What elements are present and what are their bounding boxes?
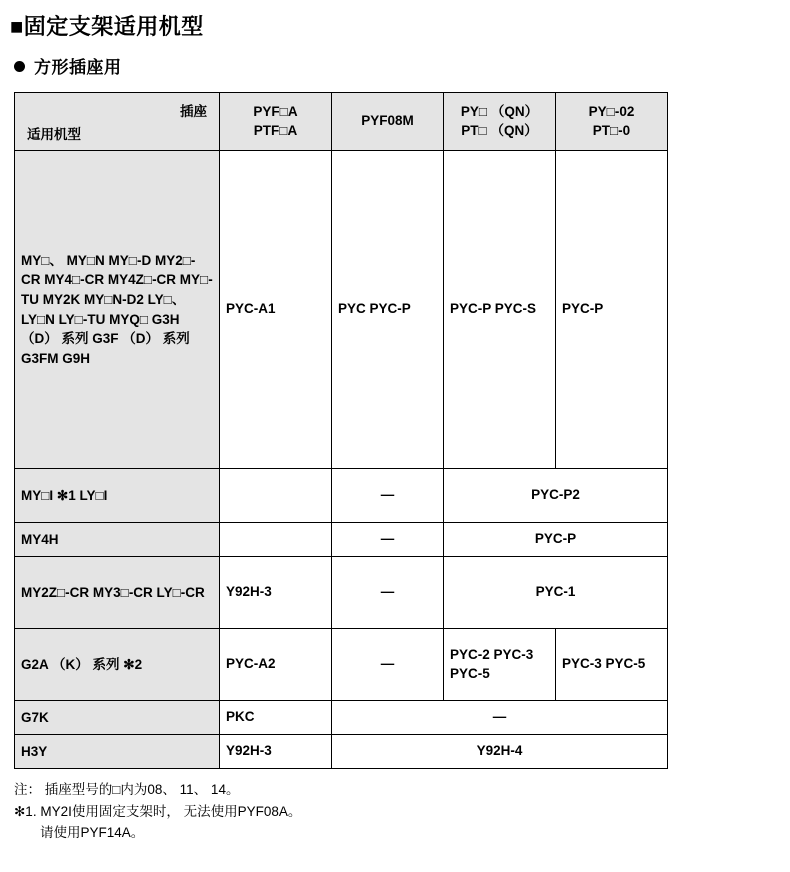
footnote-2-continued: 请使用PYF14A。 [40, 825, 145, 841]
cell-my4h-pyf-a [220, 523, 332, 557]
cell-g2a-pyf-a: PYC-A2 [220, 629, 332, 701]
cell-my-series-py-qn: PYC-P PYC-S [444, 151, 556, 469]
bullet-icon [14, 61, 25, 72]
header-corner-top-label: 插座 [180, 104, 207, 119]
cell-my-series-pyf08m: PYC PYC-P [332, 151, 444, 469]
cell-myi-py-combined: PYC-P2 [444, 469, 668, 523]
row-header-g2a: G2A （K） 系列 ✻2 [15, 629, 220, 701]
table-row [15, 629, 668, 701]
column-header-py-qn-line1: PY□ （QN） [460, 104, 539, 120]
table-row [15, 735, 668, 769]
table-row [15, 701, 668, 735]
header-corner-cell [15, 93, 220, 151]
cell-my-series-pyf-a: PYC-A1 [220, 151, 332, 469]
section-title-label: 方形插座用 [34, 58, 122, 77]
row-header-myi: MY□I ✻1 LY□I [15, 469, 220, 523]
column-header-pyf08m-line1: PYF08M [361, 113, 414, 129]
column-header-py-02 [556, 93, 668, 151]
spec-table [14, 92, 668, 769]
cell-my4h-py-combined: PYC-P [444, 523, 668, 557]
cell-myi-pyf08m: — [332, 469, 444, 523]
column-header-py-02-line1: PY□-02 [588, 104, 635, 120]
footnotes [14, 779, 790, 844]
table-row [15, 557, 668, 629]
cell-h3y-pyf-a: Y92H-3 [220, 735, 332, 769]
cell-my4h-pyf08m: — [332, 523, 444, 557]
footnote-2: ✻1. MY2I使用固定支架时， 无法使用PYF08A。 [14, 803, 302, 819]
header-corner-bottom-label: 适用机型 [27, 127, 81, 142]
row-header-g7k: G7K [15, 701, 220, 735]
column-header-py-qn-line2: PT□ （QN） [461, 122, 538, 138]
footnote-1: 注： 插座型号的□内为08、 11、 14。 [14, 782, 240, 797]
column-header-py-qn [444, 93, 556, 151]
table-row [15, 469, 668, 523]
page-title: ■固定支架适用机型 [10, 14, 204, 39]
column-header-pyf-a [220, 93, 332, 151]
cell-g2a-py-02: PYC-3 PYC-5 [556, 629, 668, 701]
column-header-pyf-a-line1: PYF□A [253, 104, 298, 120]
section-title [14, 53, 790, 78]
table-row [15, 151, 668, 469]
cell-h3y-combined: Y92H-4 [332, 735, 668, 769]
column-header-pyf08m [332, 93, 444, 151]
cell-g2a-pyf08m: — [332, 629, 444, 701]
cell-my2z-cr-py-combined: PYC-1 [444, 557, 668, 629]
cell-my2z-cr-pyf-a: Y92H-3 [220, 557, 332, 629]
table-header-row [15, 93, 668, 151]
cell-my-series-py-02: PYC-P [556, 151, 668, 469]
document-page [0, 10, 790, 872]
row-header-h3y: H3Y [15, 735, 220, 769]
row-header-my-series: MY□、 MY□N MY□-D MY2□-CR MY4□-CR MY4Z□-CR MY□-TU MY2K MY□N-D2 LY□、 LY□N LY□-TU MYQ□ G3H （D） 系列 G3F （D） 系列 G3FM G9H [15, 151, 220, 469]
column-header-py-02-line2: PT□-0 [592, 122, 631, 138]
cell-g2a-py-qn: PYC-2 PYC-3 PYC-5 [444, 629, 556, 701]
cell-g7k-pyf-a: PKC [220, 701, 332, 735]
row-header-my2z-cr: MY2Z□-CR MY3□-CR LY□-CR [15, 557, 220, 629]
column-header-pyf-a-line2: PTF□A [253, 122, 298, 138]
cell-my2z-cr-pyf08m: — [332, 557, 444, 629]
cell-g7k-combined: — [332, 701, 668, 735]
row-header-my4h: MY4H [15, 523, 220, 557]
table-row [15, 523, 668, 557]
cell-myi-pyf-a [220, 469, 332, 523]
